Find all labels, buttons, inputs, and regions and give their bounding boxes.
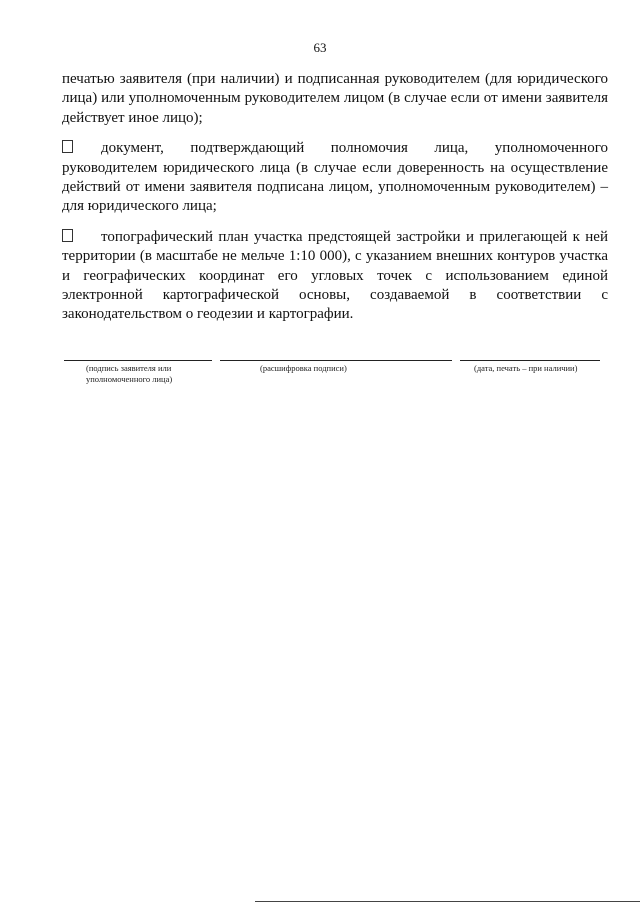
signature-field-name-decoding [220,360,452,374]
page-bottom-edge [255,901,640,902]
checkbox-icon [62,140,73,153]
checkbox-item-topographic-plan [62,228,608,325]
signature-caption-line: (подпись заявителя или [86,363,172,373]
signature-line [220,360,452,361]
signature-caption: (дата, печать – при наличии) [474,363,578,373]
signature-caption: (расшифровка подписи) [260,363,347,373]
signature-caption [64,363,212,384]
document-body [62,70,608,336]
signature-field-date-stamp [460,360,600,374]
signature-block [0,360,640,420]
signature-caption-line: уполномоченного лица) [86,373,173,384]
signature-line [460,360,600,361]
checkbox-item-text: топографический план участка предстоящей застройки и прилегающей к ней территории (в масштабе не мельче 1:10 000), с указанием внешних контуров участка и географических координат его угловых точек с использованием единой электронной картографической основы, создаваемой в соответствии с законодательством о геодезии и картографии. [62,228,608,323]
checkbox-item-text: документ, подтверждающий полномочия лица, уполномоченного руководителем юридического лица (в случае если доверенность на осуществление действий от имени заявителя подписана лицом, уполномоченным руководителем) – для юридического лица; [62,140,608,215]
page-number: 63 [313,40,327,55]
signature-line [64,360,212,361]
checkbox-icon [62,229,73,242]
signature-field-applicant [64,360,212,384]
checkbox-item-authority-document [62,139,608,217]
paragraph-continuation: печатью заявителя (при наличии) и подписанная руководителем (для юридического лица) или уполномоченным руководителем лицом (в случае если от имени заявителя действует иное лицо); [62,71,608,126]
